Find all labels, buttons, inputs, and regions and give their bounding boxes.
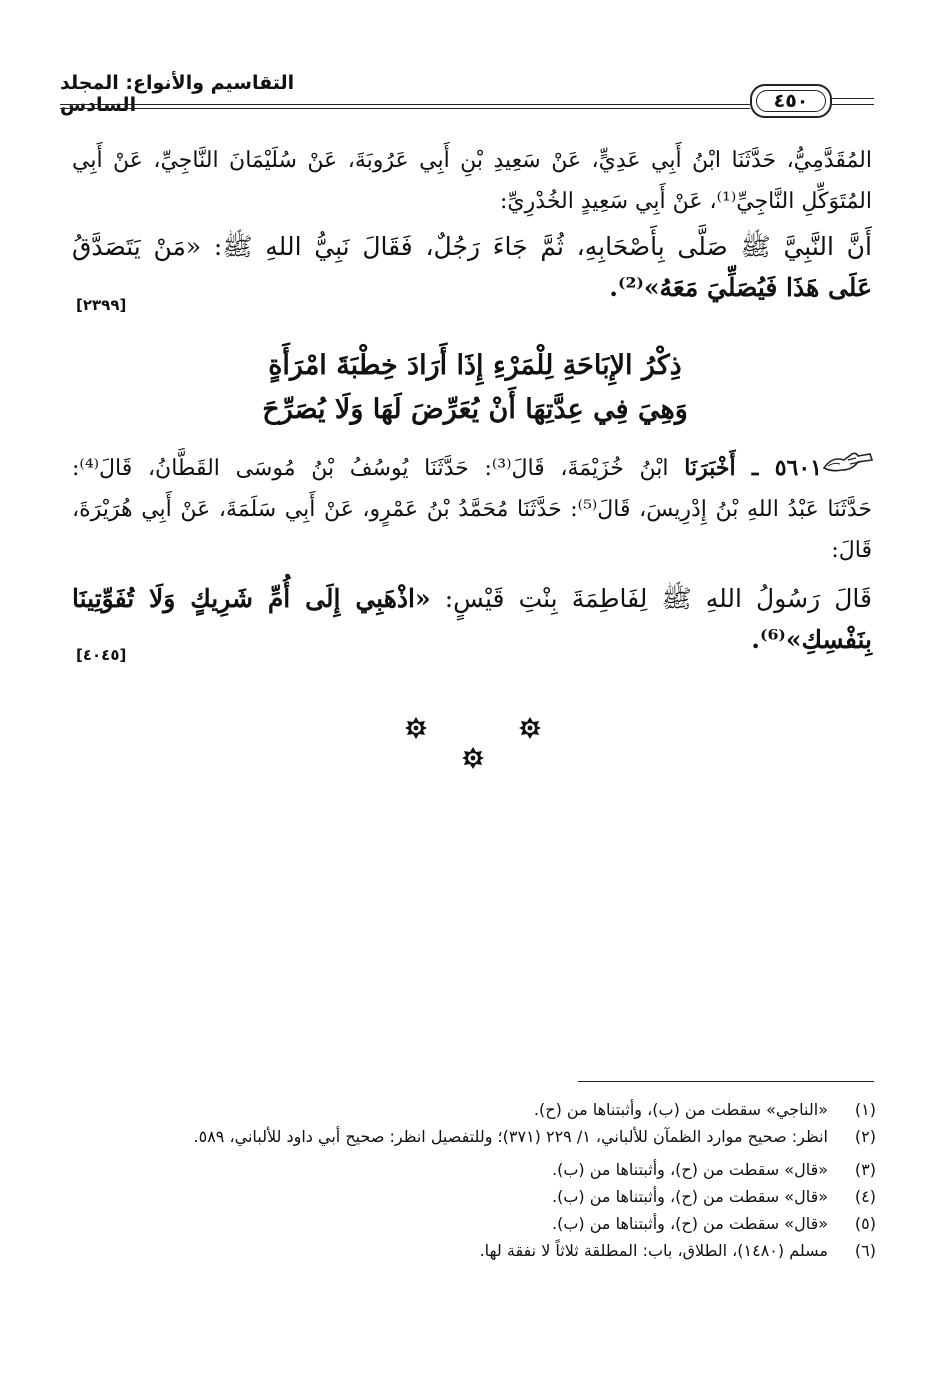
footnote-number: (٤) — [854, 1187, 876, 1206]
matn-paragraph-2 — [72, 578, 872, 660]
header-rule-left-thin — [60, 108, 750, 109]
header-rule-right — [832, 98, 874, 99]
text-line: قَالَ: — [831, 538, 872, 563]
rosette-ornament-icon — [518, 716, 542, 740]
text-line — [72, 226, 872, 267]
rosette-ornament-icon — [461, 746, 485, 770]
matn-paragraph-1 — [72, 226, 872, 308]
heading-line: وَهِيَ فِي عِدَّتِهَا أَنْ يُعَرِّضَ لَهَا وَلَا يُصَرِّحَ — [262, 394, 688, 425]
footnote-text: «قال» سقطت من (ح)، وأثبتناها من (ب). — [552, 1187, 828, 1206]
page-number: ٤٥٠ — [756, 90, 826, 112]
footnote-number: (٦) — [854, 1241, 876, 1260]
footnote-item — [80, 1123, 876, 1150]
footnote-number: (٣) — [854, 1160, 876, 1179]
heading-line: ذِكْرُ الإِبَاحَةِ لِلْمَرْءِ إِذَا أَرَادَ خِطْبَةَ امْرَأَةٍ — [268, 350, 682, 381]
footnote-item — [80, 1210, 876, 1237]
text-line — [72, 448, 822, 489]
matn-quote: «اذْهَبِي إِلَى أُمِّ شَرِيكٍ وَلَا تُفَوِّتِينَا — [72, 584, 431, 613]
footnote-item — [80, 1183, 876, 1210]
chapter-heading — [120, 344, 830, 432]
matn-text: أَنَّ النَّبِيَّ ﷺ صَلَّى بِأَصْحَابِهِ، ثُمَّ جَاءَ رَجُلٌ، فَقَالَ نَبِيُّ اللهِ ﷺ: «مَنْ يَتَصَدَّقُ — [72, 232, 872, 261]
footnote-number: (٥) — [854, 1214, 876, 1233]
isnad-paragraph-1 — [72, 140, 872, 222]
header-rule-left — [60, 104, 750, 105]
text-line — [72, 267, 872, 308]
footnote-number: (١) — [854, 1100, 876, 1119]
matn-quote: بِنَفْسِكِ»⁽⁶⁾. — [751, 625, 872, 654]
footnote-separator — [578, 1081, 874, 1082]
footnotes — [80, 1096, 876, 1264]
hadith-reference-2: [٤٠٤٥] — [76, 646, 127, 664]
footnote-text: «قال» سقطت من (ح)، وأثبتناها من (ب). — [552, 1160, 828, 1179]
rosette-ornament-icon — [404, 716, 428, 740]
text-line: حَدَّثَنَا عَبْدُ اللهِ بْنُ إِدْرِيسَ، قَالَ⁽⁵⁾: حَدَّثَنَا مُحَمَّدُ بْنُ عَمْرٍو، عَنْ أَبِي سَلَمَةَ، عَنْ أَبِي هُرَيْرَةَ، — [72, 497, 872, 522]
footnote-number: (٢) — [854, 1127, 876, 1146]
isnad-text: ابْنُ خُزَيْمَةَ، قَالَ⁽³⁾: حَدَّثَنَا يُوسُفُ بْنُ مُوسَى القَطَّانُ، قَالَ⁽⁴⁾: — [72, 456, 669, 481]
footnote-text: «الناجي» سقطت من (ب)، وأثبتناها من (ح). — [533, 1100, 828, 1119]
text-line — [72, 619, 872, 660]
text-line: المُتَوَكِّلِ النَّاجِيِّ⁽¹⁾، عَنْ أَبِي سَعِيدٍ الخُدْرِيِّ: — [500, 189, 872, 214]
footnote-text: «قال» سقطت من (ح)، وأثبتناها من (ب). — [552, 1214, 828, 1233]
header-rule-right-thin — [832, 104, 874, 105]
hadith-number: ٥٦٠١ ـ أَخْبَرَنَا — [684, 455, 822, 481]
isnad-paragraph-2 — [72, 448, 822, 489]
text-line: المُقَدَّمِيُّ، حَدَّثَنَا ابْنُ أَبِي عَدِيٍّ، عَنْ سَعِيدِ بْنِ أَبِي عَرُوبَةَ، عَنْ سُلَيْمَانَ النَّاجِيِّ، عَنْ أَبِي — [72, 148, 872, 173]
running-head-title: التقاسيم والأنواع: المجلد السادس — [60, 72, 295, 116]
footnote-text: انظر: صحيح موارد الظمآن للألباني، ١/ ٢٢٩ (٣٧١)؛ وللتفصيل انظر: صحيح أبي داود للألباني، ٥٨٩. — [193, 1127, 828, 1146]
text-line — [72, 578, 872, 619]
matn-text: قَالَ رَسُولُ اللهِ ﷺ لِفَاطِمَةَ بِنْتِ قَيْسٍ: — [430, 584, 872, 613]
footnote-item — [80, 1156, 876, 1183]
footnote-text: مسلم (١٤٨٠)، الطلاق، باب: المطلقة ثلاثاً لا نفقة لها. — [479, 1241, 828, 1260]
page-number-box — [750, 84, 832, 118]
hadith-reference-1: [٢٣٩٩] — [76, 296, 127, 314]
isnad-paragraph-2-cont — [72, 489, 872, 571]
matn-text: عَلَى هَذَا فَيُصَلِّيَ مَعَهُ»⁽²⁾. — [609, 273, 872, 302]
quill-hand-icon — [822, 448, 874, 478]
footnote-item — [80, 1237, 876, 1264]
footnote-item — [80, 1096, 876, 1123]
